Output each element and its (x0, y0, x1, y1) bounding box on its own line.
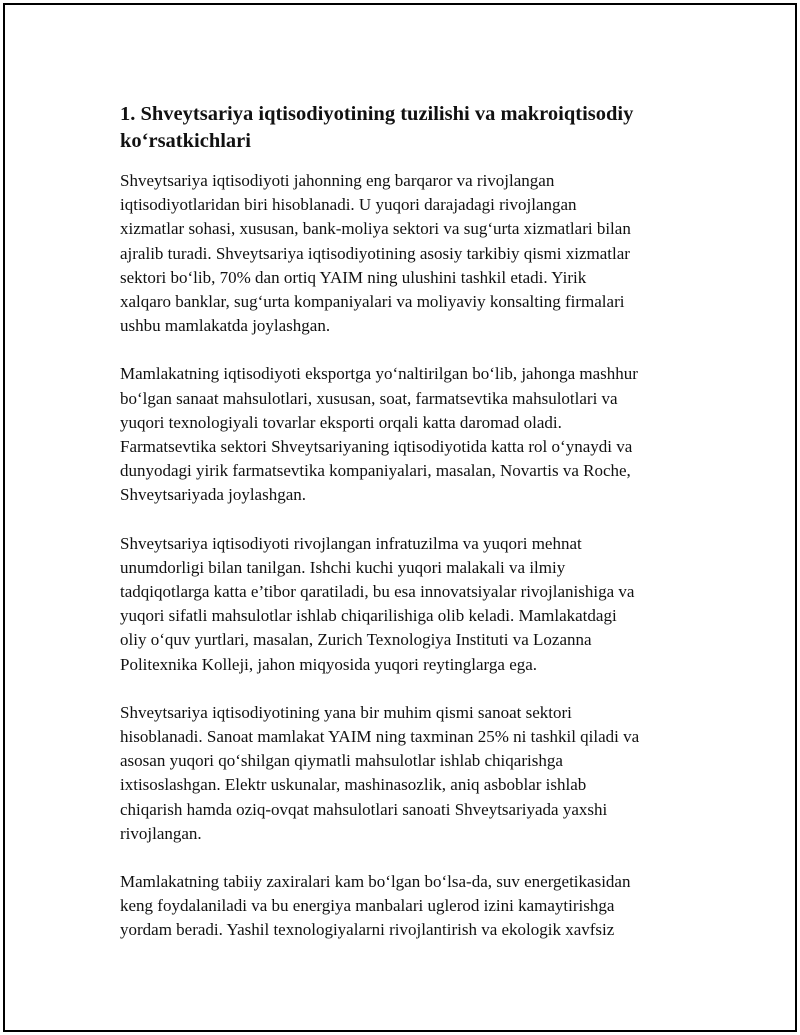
text-line: ushbu mamlakatda joylashgan. (120, 316, 331, 336)
text-line: Shveytsariya iqtisodiyotining yana bir muhim qismi sanoat sektori (120, 702, 572, 722)
text-line: iqtisodiyotlaridan biri hisoblanadi. U yuqori darajadagi rivojlangan (120, 195, 577, 215)
paragraph-3 (120, 532, 695, 677)
text-line: ixtisoslashgan. Elektr uskunalar, mashinasozlik, aniq asboblar ishlab (120, 775, 587, 795)
text-line: Mamlakatning tabiiy zaxiralari kam bo‘lgan bo‘lsa-da, suv energetikasidan (120, 872, 631, 892)
text-line: yuqori texnologiyali tovarlar eksporti orqali katta daromad oladi. (120, 412, 562, 432)
text-line: xizmatlar sohasi, xususan, bank-moliya sektori va sug‘urta xizmatlari bilan (120, 219, 631, 239)
text-line: Farmatsevtika sektori Shveytsariyaning iqtisodiyotida katta rol o‘ynaydi va (120, 437, 633, 457)
text-line: yuqori sifatli mahsulotlar ishlab chiqarilishiga olib keladi. Mamlakatdagi (120, 606, 617, 626)
text-line: Mamlakatning iqtisodiyoti eksportga yo‘naltirilgan bo‘lib, jahonga mashhur (120, 364, 638, 384)
heading-line: 1. Shveytsariya iqtisodiyotining tuzilishi va makroiqtisodiy (120, 103, 634, 125)
text-line: xalqaro banklar, sug‘urta kompaniyalari va moliyaviy konsalting firmalari (120, 292, 625, 312)
text-line: keng foydalaniladi va bu energiya manbalari uglerod izini kamaytirishga (120, 896, 615, 916)
text-line: dunyodagi yirik farmatsevtika kompaniyalari, masalan, Novartis va Roche, (120, 461, 631, 481)
paragraph-5 (120, 870, 695, 943)
page-frame (3, 3, 797, 1032)
text-line: sektori bo‘lib, 70% dan ortiq YAIM ning ulushini tashkil etadi. Yirik (120, 267, 587, 287)
text-line: yordam beradi. Yashil texnologiyalarni rivojlantirish va ekologik xavfsiz (120, 920, 615, 940)
text-line: rivojlangan. (120, 823, 202, 843)
paragraph-2 (120, 362, 695, 507)
paragraph-1 (120, 169, 695, 338)
text-line: Shveytsariya iqtisodiyoti rivojlangan infratuzilma va yuqori mehnat (120, 533, 582, 553)
text-line: Shveytsariyada joylashgan. (120, 485, 307, 505)
text-line: Politexnika Kolleji, jahon miqyosida yuqori reytinglarga ega. (120, 654, 538, 674)
text-line: oliy o‘quv yurtlari, masalan, Zurich Texnologiya Instituti va Lozanna (120, 630, 592, 650)
heading-line: ko‘rsatkichlari (120, 130, 251, 152)
text-line: chiqarish hamda oziq-ovqat mahsulotlari sanoati Shveytsariyada yaxshi (120, 799, 608, 819)
text-line: tadqiqotlarga katta e’tibor qaratiladi, bu esa innovatsiyalar rivojlanishiga va (120, 582, 635, 602)
section-heading (120, 101, 695, 155)
paragraph-4 (120, 701, 695, 846)
text-line: Shveytsariya iqtisodiyoti jahonning eng barqaror va rivojlangan (120, 171, 555, 190)
text-line: asosan yuqori qo‘shilgan qiymatli mahsulotlar ishlab chiqarishga (120, 751, 563, 771)
text-line: bo‘lgan sanaat mahsulotlari, xususan, soat, farmatsevtika mahsulotlari va (120, 388, 618, 408)
document-body (120, 101, 695, 967)
text-line: unumdorligi bilan tanilgan. Ishchi kuchi yuqori malakali va ilmiy (120, 557, 566, 577)
text-line: hisoblanadi. Sanoat mamlakat YAIM ning taxminan 25% ni tashkil qiladi va (120, 727, 640, 747)
text-line: ajralib turadi. Shveytsariya iqtisodiyotining asosiy tarkibiy qismi xizmatlar (120, 243, 630, 263)
